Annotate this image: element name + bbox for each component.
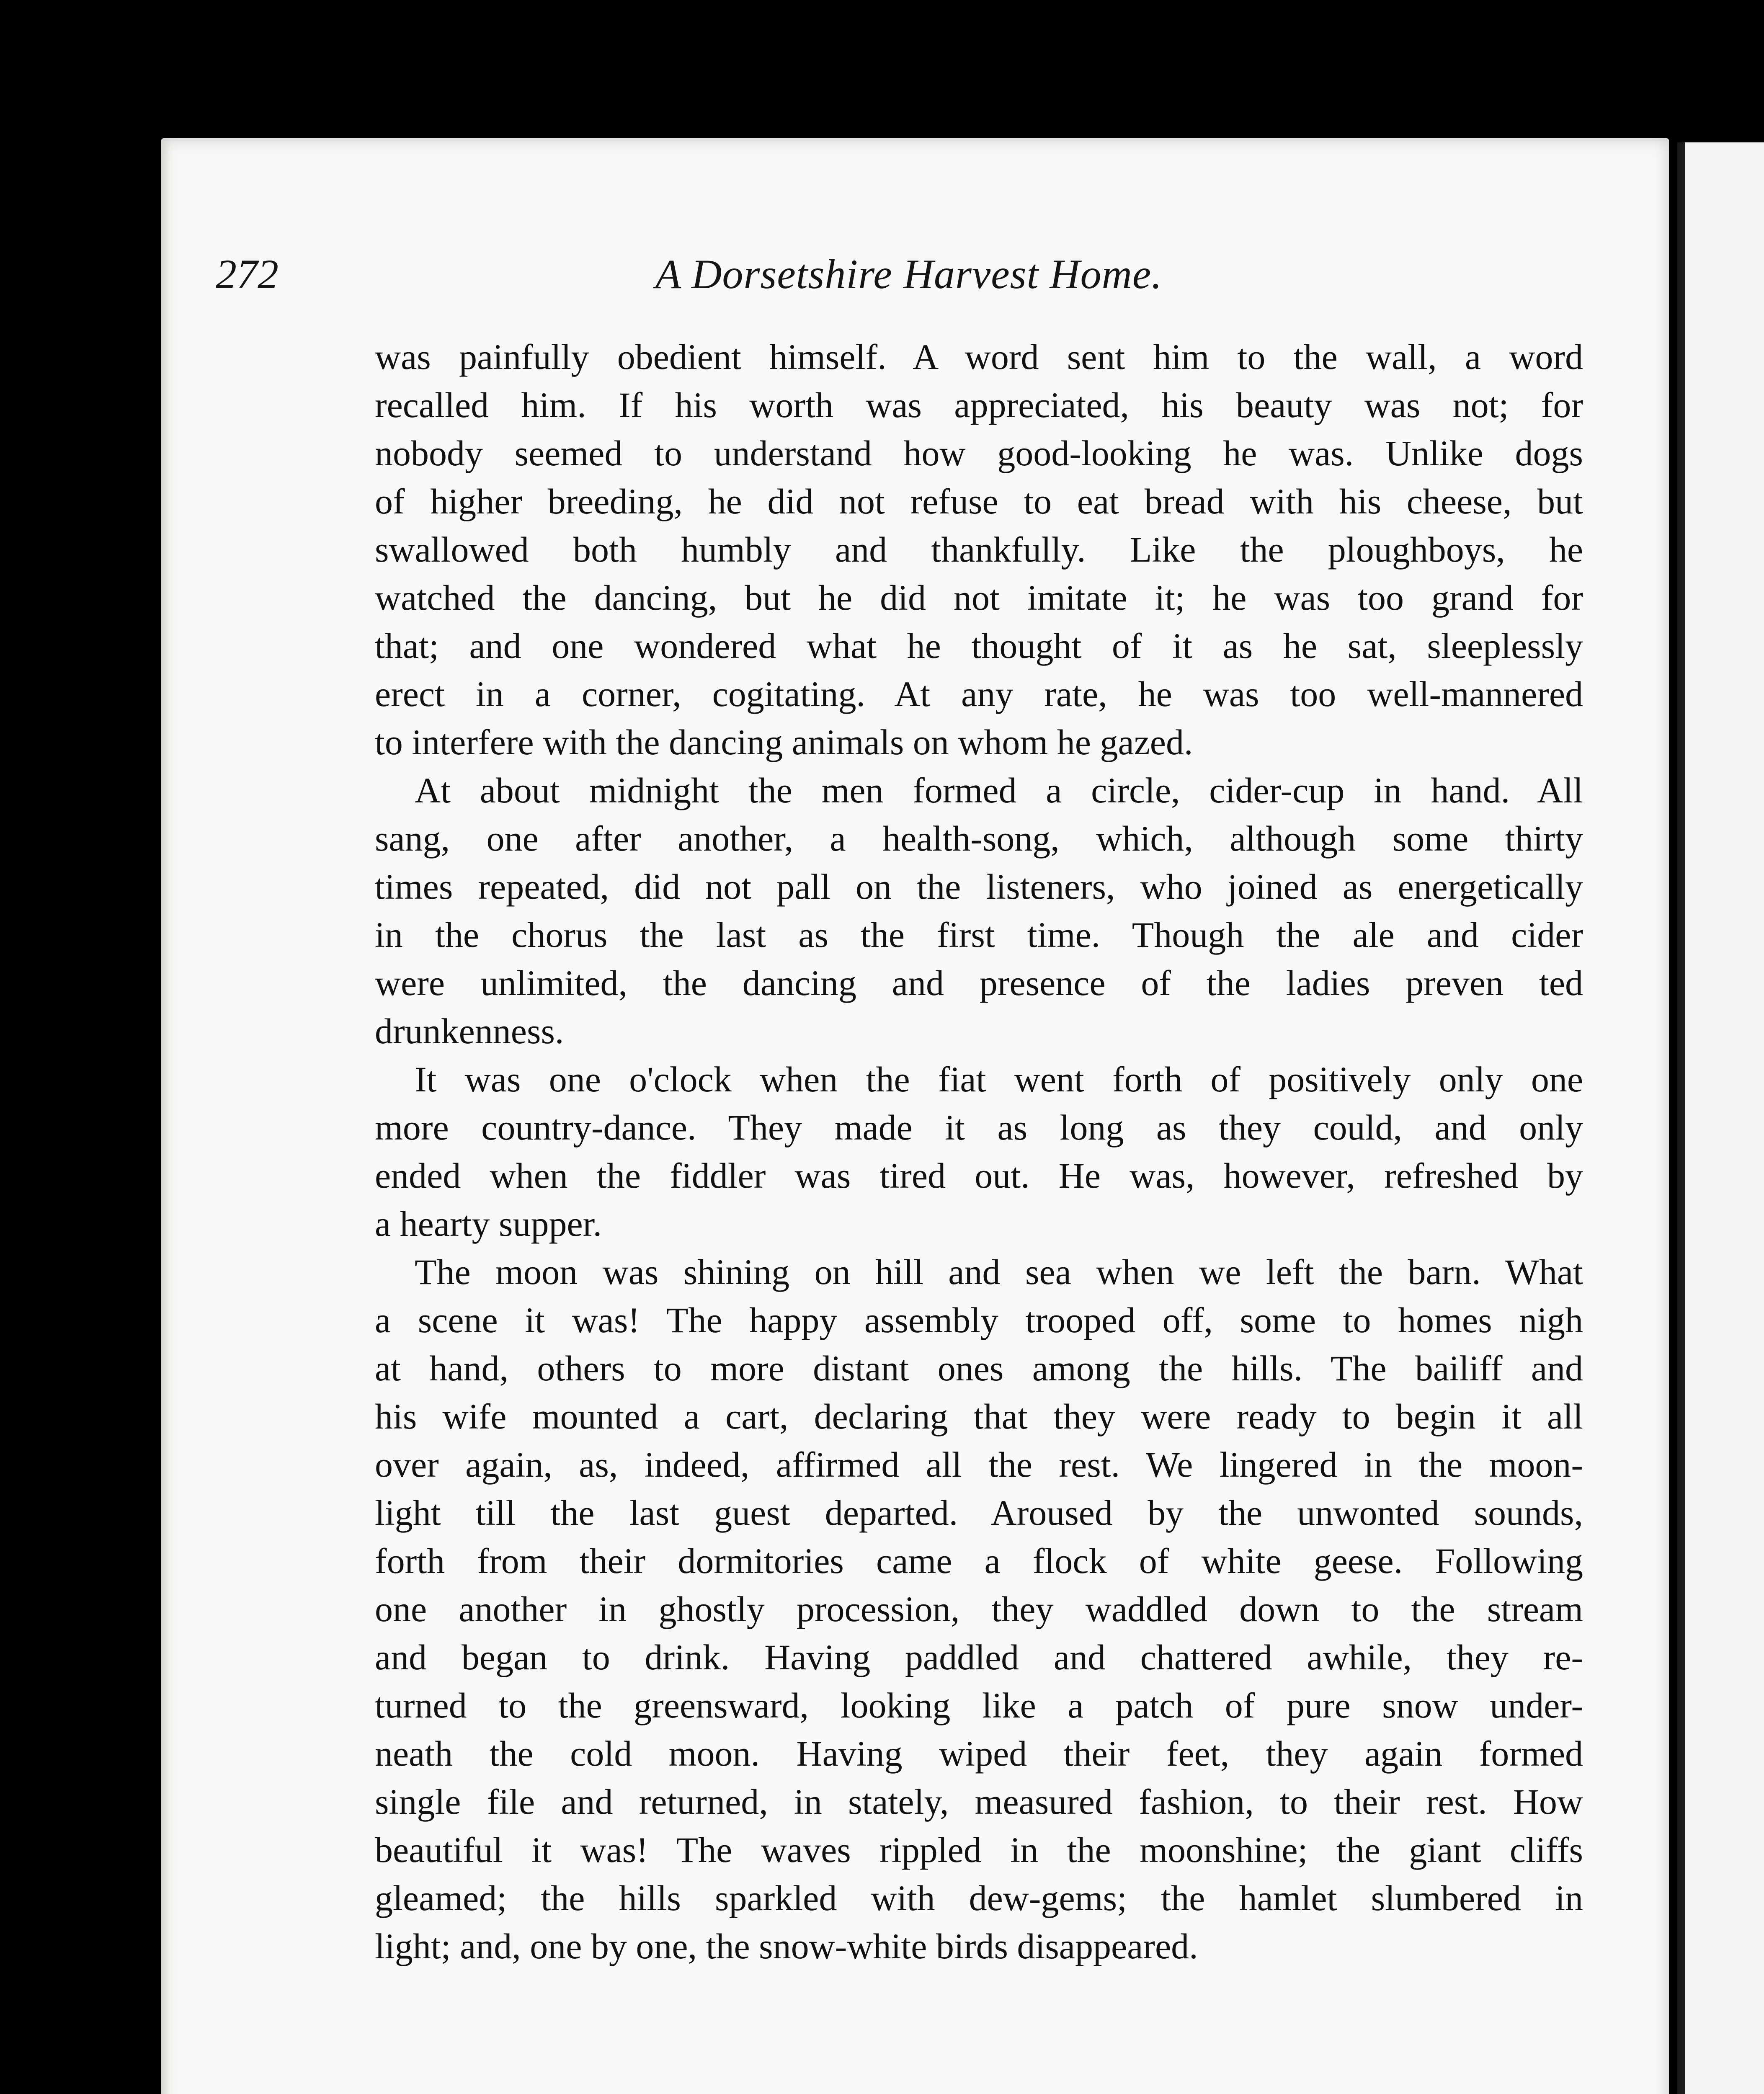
text-line: light till the last guest departed. Aroused by the unwonted sounds, (375, 1493, 1583, 1533)
text-line: drunkenness. (375, 1011, 564, 1051)
text-line: neath the cold moon. Having wiped their feet, they again formed (375, 1733, 1583, 1774)
text-line: The moon was shining on hill and sea when we left the barn. What (415, 1252, 1583, 1292)
text-line: at hand, others to more distant ones among the hills. The bailiff and (375, 1348, 1583, 1388)
text-line: of higher breeding, he did not refuse to eat bread with his cheese, but (375, 481, 1583, 521)
text-line: It was one o'clock when the fiat went forth of positively only one (415, 1059, 1583, 1099)
text-line: watched the dancing, but he did not imitate it; he was too grand for (375, 578, 1583, 618)
text-line: beautiful it was! The waves rippled in the moonshine; the giant cliffs (375, 1830, 1583, 1870)
page-shadow-edge (161, 138, 170, 2094)
adjacent-page-edge (1677, 142, 1764, 2094)
text-line: turned to the greensward, looking like a patch of pure snow under- (375, 1685, 1583, 1725)
text-line: single file and returned, in stately, measured fashion, to their rest. How (375, 1782, 1583, 1822)
page-header (216, 247, 1472, 302)
text-line: that; and one wondered what he thought of it as he sat, sleeplessly (375, 626, 1583, 666)
text-line: At about midnight the men formed a circle, cider-cup in hand. All (415, 770, 1583, 810)
text-line: sang, one after another, a health-song, which, although some thirty (375, 818, 1583, 859)
text-line: to interfere with the dancing animals on whom he gazed. (375, 722, 1193, 762)
text-line: swallowed both humbly and thankfully. Like the ploughboys, he (375, 529, 1583, 570)
text-line: in the chorus the last as the first time. Though the ale and cider (375, 915, 1583, 955)
text-line: times repeated, did not pall on the listeners, who joined as energetically (375, 866, 1583, 907)
text-line: gleamed; the hills sparkled with dew-gems; the hamlet slumbered in (375, 1878, 1583, 1918)
text-line: recalled him. If his worth was appreciated, his beauty was not; for (375, 385, 1583, 425)
body-text (375, 333, 1583, 1970)
text-line: nobody seemed to understand how good-looking he was. Unlike dogs (375, 433, 1583, 473)
text-line: his wife mounted a cart, declaring that they were ready to begin it all (375, 1396, 1583, 1436)
text-line: a hearty supper. (375, 1204, 602, 1244)
text-line: erect in a corner, cogitating. At any rate, he was too well-mannered (375, 674, 1583, 714)
text-line: over again, as, indeed, affirmed all the rest. We lingered in the moon- (375, 1444, 1583, 1485)
text-line: one another in ghostly procession, they waddled down to the stream (375, 1589, 1583, 1629)
text-line: a scene it was! The happy assembly trooped off, some to homes nigh (375, 1300, 1583, 1340)
running-title: A Dorsetshire Harvest Home. (655, 251, 1163, 297)
text-line: forth from their dormitories came a flock of white geese. Following (375, 1541, 1583, 1581)
text-line: were unlimited, the dancing and presence of the ladies preven ted (375, 963, 1583, 1003)
text-line: ended when the fiddler was tired out. He was, however, refreshed by (375, 1155, 1583, 1196)
text-line: and began to drink. Having paddled and chattered awhile, they re- (375, 1637, 1583, 1677)
page-number: 272 (216, 251, 279, 297)
text-line: more country-dance. They made it as long as they could, and only (375, 1107, 1583, 1148)
text-line: light; and, one by one, the snow-white birds disappeared. (375, 1926, 1198, 1966)
text-line: was painfully obedient himself. A word sent him to the wall, a word (375, 337, 1583, 377)
